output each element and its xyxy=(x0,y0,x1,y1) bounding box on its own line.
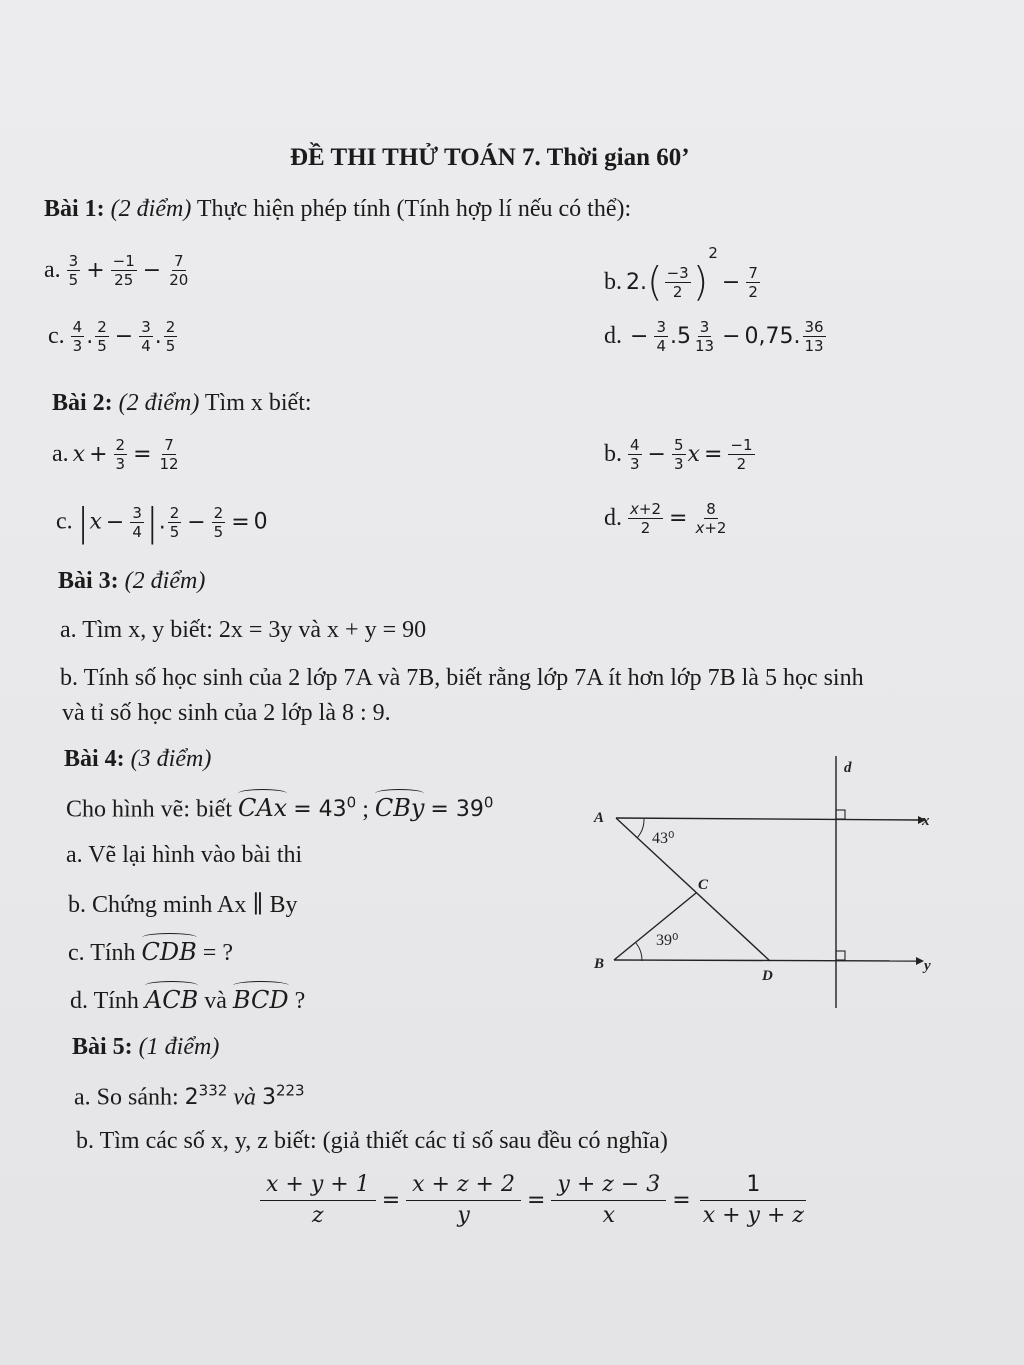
bai2-item-d: d. $\frac{x+2}{2}$ = $\frac{8}{x+2}$ xyxy=(604,500,727,537)
bai1-label: Bài 1: xyxy=(44,196,105,222)
bai2-item-b: b. $\frac{4}{3}$ − $\frac{5}{3}$ x = $\frac{-1}{2}$ xyxy=(604,436,753,473)
bai5-item-b: b. Tìm các số x, y, z biết: (giả thiết các tỉ số sau đều có nghĩa) xyxy=(76,1128,668,1154)
bai1-instruction: Thực hiện phép tính (Tính hợp lí nếu có thể): xyxy=(196,196,632,222)
label-a: A xyxy=(594,810,605,826)
d-and: và xyxy=(204,988,227,1014)
given-prefix: Cho hình vẽ: biết xyxy=(66,796,232,823)
angle-cby-value: = 39 xyxy=(430,797,484,823)
fraction: $\frac{y + z - 3}{x}$ xyxy=(551,1170,666,1231)
bai4-label: Bài 4: xyxy=(64,746,125,772)
bai3-item-b-line2: và tỉ số học sinh của 2 lớp là 8 : 9. xyxy=(62,700,391,726)
exponent-1: 332 xyxy=(198,1082,228,1100)
segment-bc xyxy=(614,893,696,960)
fraction: $\frac{2}{5}$ xyxy=(165,318,176,355)
fraction: $\frac{3}{13}$ xyxy=(694,318,715,355)
bai2-item-a: a. x + $\frac{2}{3}$ = $\frac{7}{12}$ xyxy=(52,436,179,473)
c-prefix: c. Tính xyxy=(68,940,136,966)
bai3-label: Bài 3: xyxy=(58,568,119,594)
angle-label-a: 43⁰ xyxy=(652,830,675,847)
fraction: $\frac{3}{4}$ xyxy=(132,503,142,541)
angle-cax: CAx xyxy=(237,794,288,823)
fraction: $\frac{-1}{2}$ xyxy=(730,436,753,473)
label-y: y xyxy=(924,958,931,974)
angle-cby: CBy xyxy=(374,794,425,823)
fraction: $\frac{1}{x + y + z}$ xyxy=(697,1170,810,1231)
item-label: a. xyxy=(52,441,69,467)
fraction: $\frac{x + y + 1}{z}$ xyxy=(260,1170,376,1231)
a-prefix: a. So sánh: xyxy=(74,1084,179,1111)
fraction: $\frac{8}{x+2}$ xyxy=(695,500,727,537)
fraction: $\frac{4}{3}$ xyxy=(72,318,83,355)
bai3-heading xyxy=(58,568,205,595)
fraction: $\frac{3}{4}$ xyxy=(656,318,666,355)
fraction: $\frac{3}{4}$ xyxy=(141,318,151,355)
bai5-heading xyxy=(72,1034,219,1061)
right-angle-mark-top xyxy=(836,810,845,819)
bai1-points: (2 điểm) xyxy=(110,196,192,222)
line-ax xyxy=(616,818,918,820)
line-by xyxy=(614,960,918,961)
item-label: c. xyxy=(56,508,73,535)
item-label: b. xyxy=(604,441,622,467)
angle-cax-value: = 43 xyxy=(293,797,347,823)
bai1-item-a: a. $\frac{3}{5}$ + $\frac{-1}{25}$ − $\frac{7}{20}$ xyxy=(44,252,189,289)
angle-arc-a xyxy=(637,819,644,838)
item-label: c. xyxy=(48,323,65,349)
bai3-points: (2 điểm) xyxy=(124,568,206,594)
fraction: $\frac{x+2}{2}$ xyxy=(630,500,662,537)
bai5-label: Bài 5: xyxy=(72,1034,133,1060)
bai4-given: Cho hình vẽ: biết CAx = $43^0$ ; CBy = $39^0$ xyxy=(66,794,494,823)
item-label: b. xyxy=(604,268,622,295)
label-x: x xyxy=(922,813,930,829)
fraction: $\frac{3}{5}$ xyxy=(68,252,79,289)
angle-cdb: CDB xyxy=(141,938,197,966)
fraction: $\frac{7}{2}$ xyxy=(748,263,758,301)
base-1: 2 xyxy=(184,1085,199,1111)
arrow-y-icon xyxy=(916,957,924,965)
fraction: $\frac{2}{5}$ xyxy=(169,503,180,541)
bai4-item-b: b. Chứng minh Ax ∥ By xyxy=(68,892,298,918)
fraction: $\frac{-3}{2}$ xyxy=(666,263,689,301)
fraction: $\frac{-1}{25}$ xyxy=(112,252,135,289)
bai5-item-a xyxy=(74,1082,305,1111)
label-d-point: D xyxy=(762,968,773,984)
angle-bcd: BCD xyxy=(232,986,289,1014)
fraction: $\frac{7}{20}$ xyxy=(169,252,189,289)
item-label: d. xyxy=(604,323,622,349)
bai3-item-a: a. Tìm x, y biết: 2x = 3y và x + y = 90 xyxy=(60,617,427,643)
bai4-heading xyxy=(64,746,211,773)
bai5-points: (1 điểm) xyxy=(138,1034,220,1060)
d-suffix: ? xyxy=(294,988,306,1014)
bai5-equation: $\frac{x + y + 1}{z}$ = $\frac{x + z + 2}{y}$ = $\frac{y + z - 3}{x}$ = $\frac{1}{x + y + z}$ xyxy=(258,1170,812,1231)
fraction: $\frac{2}{5}$ xyxy=(97,318,107,355)
angle-arc-b xyxy=(636,943,642,961)
fraction: $\frac{7}{12}$ xyxy=(159,436,179,473)
fraction: $\frac{2}{5}$ xyxy=(213,503,224,541)
bai4-item-a: a. Vẽ lại hình vào bài thi xyxy=(66,842,303,868)
angle-acb: ACB xyxy=(144,986,199,1014)
fraction: $\frac{x + z + 2}{y}$ xyxy=(406,1170,521,1231)
right-angle-mark-bottom xyxy=(836,951,845,960)
fraction: $\frac{4}{3}$ xyxy=(630,436,640,473)
label-b: B xyxy=(594,956,605,972)
bai2-points: (2 điểm) xyxy=(118,390,200,416)
angle-label-b: 39⁰ xyxy=(656,932,679,949)
bai2-label: Bài 2: xyxy=(52,390,113,416)
exponent-2: 223 xyxy=(275,1082,305,1100)
item-label: a. xyxy=(44,257,61,283)
bai1-item-d: d. − $\frac{3}{4}$ .5 $\frac{3}{13}$ − 0,75. $\frac{36}{13}$ xyxy=(604,318,824,355)
bai2-instruction: Tìm x biết: xyxy=(204,390,312,416)
bai1-heading xyxy=(44,196,631,223)
fraction: $\frac{36}{13}$ xyxy=(804,318,824,355)
item-label: d. xyxy=(604,505,622,531)
fraction: $\frac{5}{3}$ xyxy=(673,436,684,473)
page-title: ĐỀ THI THỬ TOÁN 7. Thời gian 60’ xyxy=(290,144,690,171)
bai1-item-c: c. $\frac{4}{3}$ . $\frac{2}{5}$ − $\frac{3}{4}$ . $\frac{2}{5}$ xyxy=(48,318,176,355)
c-suffix: = ? xyxy=(202,940,233,966)
d-prefix: d. Tính xyxy=(70,988,139,1014)
label-c: C xyxy=(698,877,709,893)
bai2-heading xyxy=(52,390,312,417)
bai1-item-b: b. 2.( $\frac{-3}{2}$ )$^2$− $\frac{7}{2}$ xyxy=(604,244,758,306)
fraction: $\frac{2}{3}$ xyxy=(115,436,126,473)
a-and: và xyxy=(233,1084,256,1111)
bai4-points: (3 điểm) xyxy=(130,746,212,772)
bai2-item-c: c. |x − $\frac{3}{4}$ |. $\frac{2}{5}$ − $\frac{2}{5}$ = 0 xyxy=(56,500,268,544)
bai4-item-c xyxy=(68,938,233,967)
bai4-item-d xyxy=(70,986,305,1015)
separator: ; xyxy=(362,796,369,823)
bai3-item-b-line1: b. Tính số học sinh của 2 lớp 7A và 7B, biết rằng lớp 7A ít hơn lớp 7B là 5 học sinh xyxy=(60,665,864,691)
base-2: 3 xyxy=(261,1085,276,1111)
geometry-figure xyxy=(580,750,960,1020)
label-d-line: d xyxy=(844,760,852,776)
